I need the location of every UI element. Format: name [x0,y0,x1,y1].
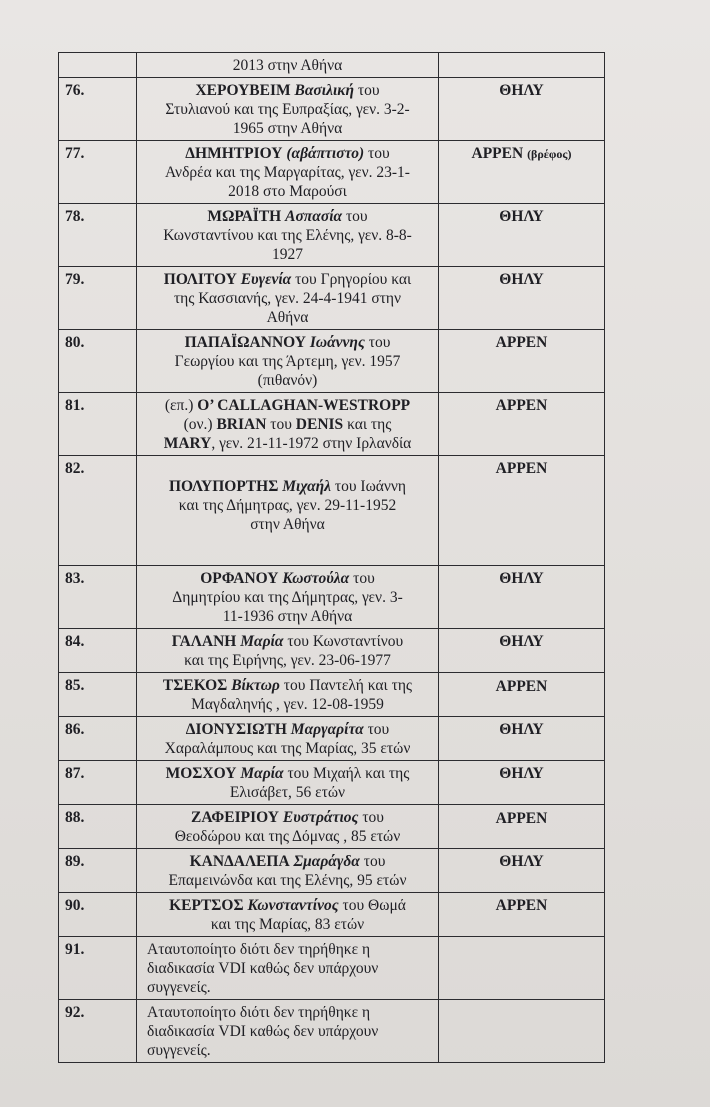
table-row [59,78,605,141]
record-sex [439,937,605,1000]
record-number: 87. [59,761,137,805]
record-number: 88. [59,805,137,849]
record-details: ΚΕΡΤΣΟΣ Κωνσταντίνος του Θωμά και της Μαρίας, 83 ετών [137,893,439,937]
table-row [59,1000,605,1063]
table-row [59,717,605,761]
record-sex: ΘΗΛΥ [439,717,605,761]
record-details: ΜΟΣΧΟΥ Μαρία του Μιχαήλ και της Ελισάβετ, 56 ετών [137,761,439,805]
record-sex: ΑΡΡΕΝ [439,330,605,393]
record-number [59,53,137,78]
record-sex: ΑΡΡΕΝ [439,456,605,566]
table-row [59,893,605,937]
record-sex: ΑΡΡΕΝ [439,393,605,456]
record-sex: ΘΗΛΥ [439,204,605,267]
record-details: (επ.) O’ CALLAGHAN-WESTROPP (ον.) BRIAN του DENIS και της MARY, γεν. 21-11-1972 στην Ιρλανδία [137,393,439,456]
table-row [59,761,605,805]
record-details: ΤΣΕΚΟΣ Βίκτωρ του Παντελή και της Μαγδαληνής , γεν. 12-08-1959 [137,673,439,717]
table-row [59,937,605,1000]
record-number: 91. [59,937,137,1000]
record-number: 82. [59,456,137,566]
record-number: 81. [59,393,137,456]
table-row [59,805,605,849]
record-sex: ΑΡΡΕΝ (βρέφος) [439,141,605,204]
record-sex: ΘΗΛΥ [439,629,605,673]
record-sex: ΑΡΡΕΝ [439,673,605,717]
record-details: ΜΩΡΑΪΤΗ Ασπασία του Κωνσταντίνου και της Ελένης, γεν. 8-8- 1927 [137,204,439,267]
table-row [59,393,605,456]
record-details: ΠΑΠΑΪΩΑΝΝΟΥ Ιωάννης του Γεωργίου και της Άρτεμη, γεν. 1957 (πιθανόν) [137,330,439,393]
record-details: Αταυτοποίητο διότι δεν τηρήθηκε η διαδικασία VDI καθώς δεν υπάρχουν συγγενείς. [137,1000,439,1063]
table-row [59,849,605,893]
table-row [59,330,605,393]
table-row [59,673,605,717]
record-details: 2013 στην Αθήνα [137,53,439,78]
table-row [59,141,605,204]
table-row [59,629,605,673]
record-details: ΟΡΦΑΝΟΥ Κωστούλα του Δημητρίου και της Δήμητρας, γεν. 3- 11-1936 στην Αθήνα [137,566,439,629]
record-number: 79. [59,267,137,330]
record-details: ΓΑΛΑΝΗ Μαρία του Κωνσταντίνου και της Ειρήνης, γεν. 23-06-1977 [137,629,439,673]
record-details: ΠΟΛΙΤΟΥ Ευγενία του Γρηγορίου και της Κασσιανής, γεν. 24-4-1941 στην Αθήνα [137,267,439,330]
record-sex: ΘΗΛΥ [439,761,605,805]
record-sex: ΘΗΛΥ [439,267,605,330]
table-row [59,204,605,267]
record-sex: ΑΡΡΕΝ [439,805,605,849]
record-details: ΚΑΝΔΑΛΕΠΑ Σμαράγδα του Επαμεινώνδα και της Ελένης, 95 ετών [137,849,439,893]
table-row [59,267,605,330]
record-number: 77. [59,141,137,204]
table-row [59,566,605,629]
record-details: ΖΑΦΕΙΡΙΟΥ Ευστράτιος του Θεοδώρου και της Δόμνας , 85 ετών [137,805,439,849]
record-number: 76. [59,78,137,141]
record-sex: ΘΗΛΥ [439,849,605,893]
record-details: ΠΟΛΥΠΟΡΤΗΣ Μιχαήλ του Ιωάννη και της Δήμητρας, γεν. 29-11-1952 στην Αθήνα [137,456,439,566]
record-number: 90. [59,893,137,937]
records-table [58,52,605,1063]
record-sex: ΑΡΡΕΝ [439,893,605,937]
record-details: ΧΕΡΟΥΒΕΙΜ Βασιλική του Στυλιανού και της Ευπραξίας, γεν. 3-2- 1965 στην Αθήνα [137,78,439,141]
record-sex: ΘΗΛΥ [439,566,605,629]
record-details: ΔΙΟΝΥΣΙΩΤΗ Μαργαρίτα του Χαραλάμπους και της Μαρίας, 35 ετών [137,717,439,761]
table-row [59,456,605,566]
table-row [59,53,605,78]
record-number: 85. [59,673,137,717]
record-number: 86. [59,717,137,761]
record-sex [439,1000,605,1063]
record-sex: ΘΗΛΥ [439,78,605,141]
record-number: 83. [59,566,137,629]
record-number: 84. [59,629,137,673]
record-number: 89. [59,849,137,893]
record-number: 92. [59,1000,137,1063]
record-number: 80. [59,330,137,393]
record-details: Αταυτοποίητο διότι δεν τηρήθηκε η διαδικασία VDI καθώς δεν υπάρχουν συγγενείς. [137,937,439,1000]
record-sex [439,53,605,78]
record-number: 78. [59,204,137,267]
record-details: ΔΗΜΗΤΡΙΟΥ (αβάπτιστο) του Ανδρέα και της Μαργαρίτας, γεν. 23-1- 2018 στο Μαρούσι [137,141,439,204]
